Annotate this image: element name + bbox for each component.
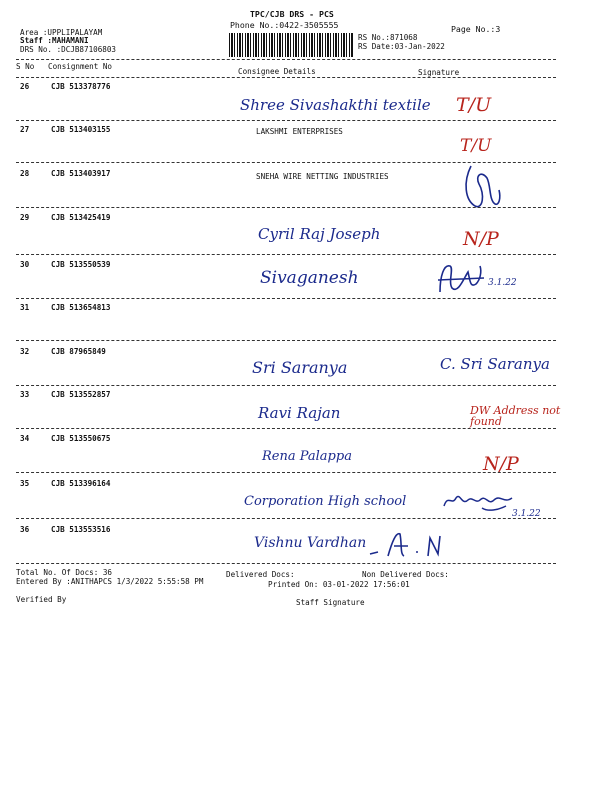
phone-number: Phone No.:0422-3505555: [230, 20, 339, 30]
row-sno: 26: [20, 82, 30, 91]
row-sno: 27: [20, 125, 30, 134]
printed-on: Printed On: 03-01-2022 17:56:01: [268, 580, 410, 589]
col-sno: S No: [16, 62, 35, 71]
row-divider: [16, 120, 556, 121]
row-consignment: CJB 513403917: [51, 169, 111, 178]
consignee-handwritten: Ravi Rajan: [258, 404, 341, 422]
non-delivered-docs: Non Delivered Docs:: [362, 570, 449, 579]
entered-by: Entered By :ANITHAPCS 1/3/2022 5:55:58 PM: [16, 577, 204, 586]
recipient-signature-text: C. Sri Saranya: [440, 355, 550, 373]
staff-label: Staff :MAHAMANI: [20, 36, 89, 45]
row-consignment: CJB 513396164: [51, 479, 111, 488]
col-consignment: Consignment No: [48, 62, 113, 71]
header-divider: [16, 59, 556, 60]
row-consignment: CJB 513403155: [51, 125, 111, 134]
consignee-printed: SNEHA WIRE NETTING INDUSTRIES: [256, 172, 389, 181]
col-consignee: Consignee Details: [238, 67, 316, 76]
delivery-remark: N/P: [463, 228, 499, 250]
recipient-signature: [430, 258, 490, 300]
delivered-docs: Delivered Docs:: [226, 570, 295, 579]
row-sno: 31: [20, 303, 30, 312]
document-title: TPC/CJB DRS - PCS: [250, 9, 334, 19]
consignee-handwritten: Cyril Raj Joseph: [258, 225, 381, 243]
consignee-handwritten: Sivaganesh: [260, 268, 359, 288]
consignee-printed: LAKSHMI ENTERPRISES: [256, 127, 343, 136]
total-docs: Total No. Of Docs: 36: [16, 568, 113, 577]
delivery-date: 3.1.22: [488, 278, 517, 288]
row-divider: [16, 340, 556, 341]
consignee-handwritten: Sri Saranya: [252, 358, 348, 377]
header-divider-bottom: [16, 77, 556, 78]
table-bottom-divider: [16, 563, 556, 564]
row-sno: 28: [20, 169, 30, 178]
staff-signature: Staff Signature: [296, 598, 365, 607]
row-divider: [16, 385, 556, 386]
delivery-remark: DW Address not found: [470, 404, 561, 428]
row-divider: [16, 518, 556, 519]
area-label: Area :UPPLIPALAYAM: [20, 28, 103, 37]
delivery-remark: T/U: [456, 94, 492, 116]
row-sno: 35: [20, 479, 30, 488]
consignee-handwritten: Shree Sivashakthi textile: [240, 96, 431, 114]
row-sno: 32: [20, 347, 30, 356]
col-signature: Signature: [418, 68, 460, 77]
rs-date: RS Date:03-Jan-2022: [358, 42, 445, 51]
row-consignment: CJB 87965849: [51, 347, 106, 356]
row-divider: [16, 207, 556, 208]
row-sno: 34: [20, 434, 30, 443]
row-divider: [16, 254, 556, 255]
row-sno: 36: [20, 525, 30, 534]
row-sno: 30: [20, 260, 30, 269]
row-divider: [16, 298, 556, 299]
row-consignment: CJB 513550539: [51, 260, 111, 269]
recipient-signature: [366, 528, 456, 562]
rs-number: RS No.:871068: [358, 33, 418, 42]
row-consignment: CJB 513552857: [51, 390, 111, 399]
verified-by: Verified By: [16, 595, 67, 604]
consignee-handwritten: Corporation High school: [244, 494, 407, 509]
delivery-date: 3.1.22: [512, 509, 541, 519]
consignee-handwritten: Rena Palappa: [262, 449, 352, 464]
delivery-remark: N/P: [483, 453, 519, 475]
row-consignment: CJB 513553516: [51, 525, 111, 534]
drs-number: DRS No. :DCJB87106803: [20, 45, 117, 54]
row-consignment: CJB 513654813: [51, 303, 111, 312]
row-consignment: CJB 513550675: [51, 434, 111, 443]
row-sno: 33: [20, 390, 30, 399]
row-consignment: CJB 513378776: [51, 82, 111, 91]
page-number: Page No.:3: [451, 24, 501, 34]
row-divider: [16, 428, 556, 429]
consignee-handwritten: Vishnu Vardhan: [254, 535, 367, 551]
row-divider: [16, 472, 556, 473]
delivery-remark: T/U: [460, 136, 492, 156]
row-sno: 29: [20, 213, 30, 222]
row-consignment: CJB 513425419: [51, 213, 111, 222]
barcode: [229, 33, 353, 57]
